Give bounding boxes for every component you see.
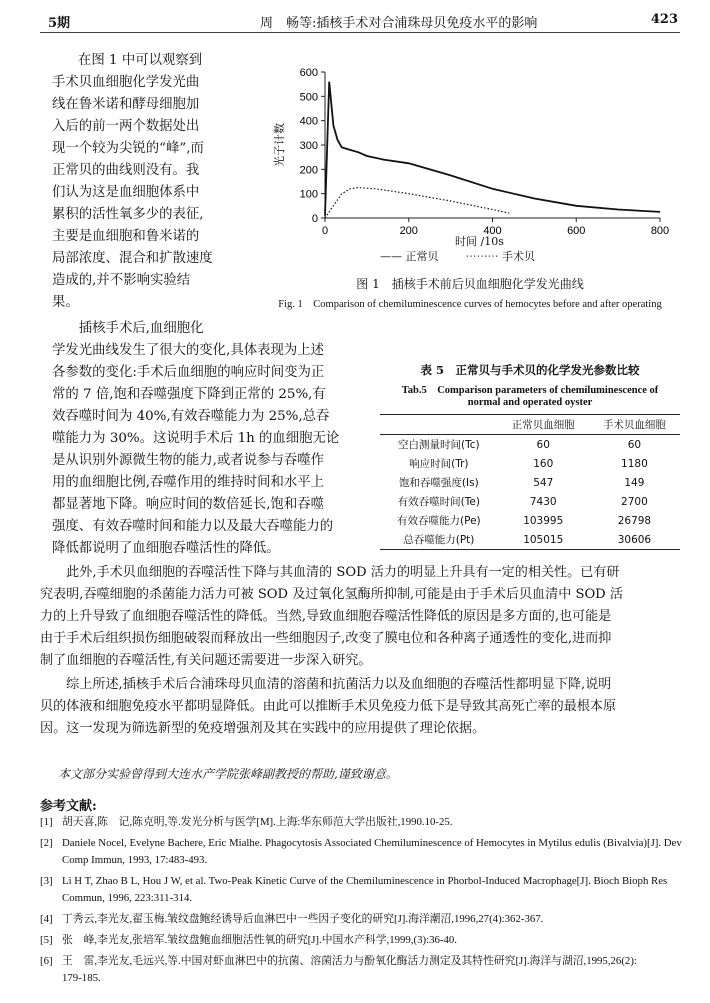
table-cell: 30606 (617, 533, 652, 546)
reference-number: [2] (40, 837, 53, 849)
text-line: 果。 (52, 295, 79, 310)
table-row (380, 473, 680, 492)
text-line: 用的血细胞比例,吞噬作用的维持时间和水平上 (52, 475, 325, 490)
table-caption-en-2: normal and operated oyster (467, 397, 593, 408)
table-cell: 60 (536, 438, 550, 451)
table-row (380, 492, 680, 511)
figure-caption-en: Fig. 1 Comparison of chemiluminescence curves of hemocytes before and after operating (278, 299, 662, 310)
legend-normal: —— 正常贝 (380, 250, 439, 263)
text-line: 因。这一发现为筛选新型的免疫增强剂及其在实践中的应用提供了理论依据。 (40, 721, 486, 736)
y-tick-label: 100 (299, 188, 318, 201)
x-tick-label: 400 (483, 225, 502, 237)
table-cell: 有效吞噬时间(Te) (397, 496, 480, 508)
y-tick-label: 300 (299, 140, 318, 152)
references-title: 参考文献: (40, 799, 97, 814)
table-cell: 空白测量时间(Tc) (398, 439, 480, 451)
x-tick-label: 600 (567, 225, 586, 237)
reference-item (40, 932, 700, 949)
text-line: 是从识别外源微生物的能力,或者说参与吞噬作 (52, 453, 325, 468)
y-tick-label: 0 (311, 213, 318, 225)
x-tick-label: 800 (650, 225, 670, 237)
text-line: 力的上升导致了血细胞吞噬活性的降低。当然,导致血细胞吞噬活性降低的原因是多方面的,也可能是 (40, 609, 612, 624)
running-title: 周 畅等:插核手术对合浦珠母贝免疫水平的影响 (260, 16, 538, 31)
reference-text: Li H T, Zhao B L, Hou J W, et al. Two-Peak Kinetic Curve of the Chemiluminescence in Phorbol-Induced Macrophage[J]. Bioch Bioph Res (62, 875, 668, 887)
reference-text: Comp Immun, 1993, 17:483-493. (62, 854, 208, 866)
text-line: 强度、有效吞噬时间和能力以及最大吞噬能力的 (52, 519, 334, 534)
chart-x-label: 时间 /10s (455, 235, 504, 248)
table-cell: 160 (533, 457, 554, 470)
reference-number: [6] (40, 955, 53, 967)
reference-item (40, 814, 700, 831)
y-axis-label: 光子计数 (273, 123, 286, 167)
table-row (380, 435, 680, 455)
table-header-cell (380, 415, 498, 435)
text-line: 各参数的变化:手术后血细胞的响应时间变为正 (52, 365, 325, 380)
paragraph (40, 562, 700, 672)
issue-number: 5期 (48, 16, 71, 31)
text-line: 正常贝的曲线则没有。我 (52, 163, 200, 178)
table-header-cell: 手术贝血细胞 (602, 419, 666, 431)
full-width-text (40, 562, 700, 740)
table-row (380, 530, 680, 550)
reference-item (40, 953, 700, 987)
page-number: 423 (650, 12, 678, 27)
chart-series (325, 82, 660, 218)
reference-text: 张 峰,李光友,张培军.皱纹盘鲍血细胞活性氧的研究[J].中国水产科学,1999,(3):36-40. (62, 934, 457, 946)
chart-legend (380, 248, 535, 264)
reference-number: [5] (40, 934, 53, 946)
table-header-row (380, 415, 680, 435)
text-line: 学发光曲线发生了很大的变化,具体表现为上述 (52, 343, 325, 358)
text-line: 主要是血细胞和鲁米诺的 (52, 229, 200, 244)
running-header (40, 8, 680, 33)
text-line: 效吞噬时间为 40%,有效吞噬能力为 25%,总吞 (52, 409, 330, 424)
figure-caption-cn: 图 1 插核手术前后贝血细胞化学发光曲线 (356, 277, 584, 291)
reference-text: 胡天喜,陈 记,陈克明,等.发光分析与医学[M].上海:华东师范大学出版社,1990.10-25. (62, 816, 453, 828)
text-line: 手术贝血细胞化学发光曲 (52, 75, 200, 90)
table-cell: 总吞噬能力(Pt) (403, 534, 475, 546)
table-row (380, 511, 680, 530)
reference-text: 179-185. (62, 972, 101, 984)
text-line: 局部浓度、混合和扩散速度 (52, 251, 213, 266)
table-cell: 响应时间(Tr) (409, 458, 469, 470)
y-tick-label: 200 (299, 164, 318, 177)
paragraph (40, 674, 700, 740)
y-tick-label: 500 (299, 91, 318, 104)
reference-item (40, 835, 700, 869)
legend-operated: ⋯⋯⋯ 手术贝 (465, 250, 535, 263)
reference-item (40, 873, 700, 907)
text-line: 制了血细胞的吞噬活性,有关问题还需要进一步深入研究。 (40, 653, 372, 668)
reference-item (40, 911, 700, 928)
table-cell: 149 (624, 476, 645, 489)
text-line: 降低都说明了血细胞吞噬活性的降低。 (52, 541, 280, 556)
text-line: 造成的,并不影响实验结 (52, 273, 191, 288)
table-5-block (380, 362, 680, 550)
x-tick-label: 200 (399, 225, 418, 237)
chemiluminescence-parameter-table (380, 414, 680, 550)
y-tick-label: 600 (299, 67, 318, 79)
text-line: 现一个较为尖锐的“峰”,而 (52, 141, 204, 156)
mid-column-text (52, 318, 368, 560)
reference-list (40, 814, 700, 987)
table-cell: 26798 (617, 514, 652, 527)
text-line: 究表明,吞噬细胞的杀菌能力活力可被 SOD 及过氧化氢酶所抑制,可能是由于手术后贝血清中 SOD 活 (40, 587, 623, 602)
acknowledgement: 本文部分实验曾得到大连水产学院张峰副教授的帮助,谨致谢意。 (58, 767, 398, 781)
text-line: 插核手术后,血细胞化 (52, 321, 204, 336)
table-caption-cn: 表 5 正常贝与手术贝的化学发光参数比较 (420, 363, 640, 377)
text-line: 综上所述,插核手术后合浦珠母贝血清的溶菌和抗菌活力以及血细胞的吞噬活性都明显下降,说明 (40, 677, 612, 692)
reference-text: 王 雷,李光友,毛远兴,等.中国对虾血淋巴中的抗菌、溶菌活力与酚氧化酶活力测定及其特性研究[J].海洋与湖沼,1995,26(2): (62, 955, 637, 967)
text-line: 都显著地下降。响应时间的数倍延长,饱和吞噬 (52, 497, 325, 512)
reference-text: 丁秀云,李光友,翟玉梅.皱纹盘鲍经诱导后血淋巴中一些因子变化的研究[J].海洋潮沼,1996,27(4):362-367. (62, 913, 544, 925)
reference-number: [4] (40, 913, 53, 925)
reference-text: Commun, 1996, 223:311-314. (62, 892, 193, 904)
table-caption-en-1: Tab.5 Comparison parameters of chemiluminescence of (401, 385, 659, 396)
text-line: 在图 1 中可以观察到 (78, 53, 203, 68)
text-line: 噬能力为 30%。这说明手术后 1h 的血细胞无论 (52, 431, 340, 446)
reference-number: [3] (40, 875, 53, 887)
series-line-normal (325, 82, 660, 216)
text-line: 贝的体液和细胞免疫水平都明显降低。由此可以推断手术贝免疫力低下是导致其高死亡率的最根本原 (40, 699, 617, 714)
table-cell: 7430 (529, 495, 557, 508)
text-line: 线在鲁米诺和酵母细胞加 (52, 97, 200, 112)
text-line: 累积的活性氧多少的表征, (52, 207, 204, 222)
table-cell: 103995 (523, 514, 564, 527)
table-row (380, 454, 680, 473)
reference-number: [1] (40, 816, 53, 828)
table-cell: 547 (533, 476, 554, 489)
table-cell: 饱和吞噬强度(Is) (398, 477, 479, 489)
text-line: 由于手术后组织损伤细胞破裂而释放出一些细胞因子,改变了膜电位和各种离子通透性的变化,进而抑 (40, 631, 612, 646)
left-column-text (52, 50, 247, 314)
table-cell: 有效吞噬能力(Pe) (397, 515, 481, 527)
table-cell: 2700 (621, 495, 648, 508)
text-line: 入后的前一两个数据处出 (52, 119, 200, 134)
table-header-cell: 正常贝血细胞 (511, 419, 575, 431)
chart-axes (272, 67, 669, 237)
table-cell: 1180 (621, 457, 648, 470)
reference-text: Daniele Nocel, Evelyne Bachere, Eric Mialhe. Phagocytosis Associated Chemiluminescence of Hemocytes in Mytilus edulis (Bivalvia)[J]. Dev (62, 837, 682, 849)
text-line: 们认为这是血细胞体系中 (52, 185, 200, 200)
text-line: 此外,手术贝血细胞的吞噬活性下降与其血清的 SOD 活力的明显上升具有一定的相关性。已有研 (40, 565, 620, 580)
y-tick-label: 400 (299, 115, 318, 128)
series-line-operated (325, 188, 509, 218)
table-cell: 105015 (523, 533, 564, 546)
x-tick-label: 0 (321, 225, 329, 237)
table-cell: 60 (627, 438, 642, 451)
text-line: 常的 7 倍,饱和吞噬强度下降到正常的 25%,有 (52, 387, 326, 402)
